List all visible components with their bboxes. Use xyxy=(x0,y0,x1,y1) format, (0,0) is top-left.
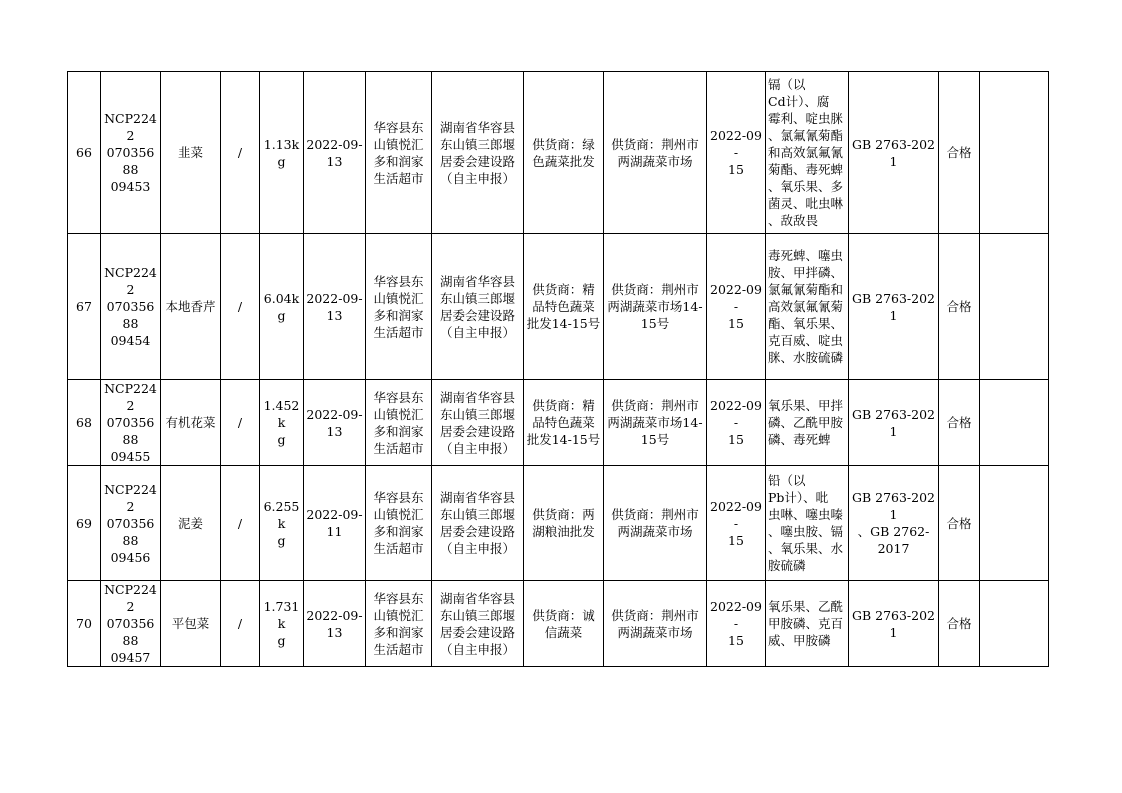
address-line: 湖南省华容县 xyxy=(439,389,515,405)
standard-cell xyxy=(849,72,939,234)
source-line: 供货商：荆州市 xyxy=(611,282,699,297)
specification-cell: / xyxy=(221,581,260,667)
sampling-date-cell xyxy=(304,466,366,581)
address-line: 东山镇三郎堰 xyxy=(439,406,515,422)
quantity-line: g xyxy=(277,432,286,447)
source-line: 供货商：荆州市 xyxy=(611,507,699,522)
test-date-line: 15 xyxy=(728,633,744,648)
row-number-cell: 70 xyxy=(68,581,101,667)
standard-cell xyxy=(849,234,939,380)
result-cell: 合格 xyxy=(939,72,980,234)
row-number-cell: 66 xyxy=(68,72,101,234)
address-cell xyxy=(432,72,524,234)
test-items-cell xyxy=(766,234,849,380)
address-line: 居委会建设路 xyxy=(439,307,515,323)
supplier-cell xyxy=(524,581,604,667)
sample-id-line: 09457 xyxy=(110,650,151,665)
sample-id-line: 07035688 xyxy=(106,616,155,648)
source-cell xyxy=(604,72,707,234)
supplier-cell xyxy=(524,72,604,234)
quantity-cell xyxy=(260,466,304,581)
specification-cell: / xyxy=(221,234,260,380)
address-line: 湖南省华容县 xyxy=(439,119,515,135)
sampling-place-line: 华容县东 xyxy=(373,490,424,505)
sampling-place-cell xyxy=(366,234,432,380)
test-items-line: 氧乐果、甲拌 xyxy=(768,398,844,413)
address-line: 居委会建设路 xyxy=(439,423,515,439)
sampling-place-line: 华容县东 xyxy=(373,590,424,606)
test-items-line: 脒、水胺硫磷 xyxy=(768,350,844,365)
sampling-date-line: 13 xyxy=(326,624,343,640)
sampling-place-line: 多和润家 xyxy=(373,423,424,439)
sampling-place-cell xyxy=(366,466,432,581)
quantity-line: 1.731k xyxy=(263,599,300,631)
sample-id-line: 07035688 xyxy=(106,415,155,447)
supplier-cell xyxy=(524,234,604,380)
supplier-line: 供货商：精 xyxy=(532,282,595,297)
sample-id-line: 07035688 xyxy=(106,299,155,331)
sampling-date-cell xyxy=(304,72,366,234)
test-items-cell xyxy=(766,466,849,581)
source-line: 供货商：荆州市 xyxy=(611,398,699,413)
sampling-date-line: 2022-09- xyxy=(306,406,363,422)
sampling-place-line: 山镇悦汇 xyxy=(373,607,424,623)
remark-cell xyxy=(980,380,1049,466)
test-items-line: 霉利、啶虫脒 xyxy=(768,111,844,126)
test-items-line: 磷、乙酰甲胺 xyxy=(768,415,844,430)
table-row xyxy=(68,380,1049,466)
standard-line: 、GB 2762- xyxy=(857,524,930,539)
source-line: 两湖蔬菜市场 xyxy=(617,624,693,640)
sampling-place-line: 山镇悦汇 xyxy=(373,136,424,152)
sampling-date-cell xyxy=(304,234,366,380)
source-cell xyxy=(604,581,707,667)
test-items-line: 、氯氟氰菊酯 xyxy=(768,128,844,143)
table-row xyxy=(68,72,1049,234)
standard-line: 2017 xyxy=(877,541,910,556)
sampling-date-line: 2022-09- xyxy=(306,607,363,623)
table-row xyxy=(68,234,1049,380)
sample-id-cell xyxy=(101,466,161,581)
sampling-place-line: 华容县东 xyxy=(373,119,424,135)
sampling-place-cell xyxy=(366,581,432,667)
sampling-date-line: 2022-09- xyxy=(306,136,363,152)
address-cell xyxy=(432,581,524,667)
test-items-line: 、氧乐果、水 xyxy=(768,541,844,556)
supplier-line: 色蔬菜批发 xyxy=(532,153,595,169)
test-items-line: 威、甲胺磷 xyxy=(768,633,831,648)
test-items-cell xyxy=(766,380,849,466)
table-row xyxy=(68,466,1049,581)
address-line: 居委会建设路 xyxy=(439,624,515,640)
sample-name-cell: 平包菜 xyxy=(161,581,221,667)
source-cell xyxy=(604,380,707,466)
address-line: （自主申报） xyxy=(439,641,515,657)
source-cell xyxy=(604,234,707,380)
remark-cell xyxy=(980,72,1049,234)
test-date-line: 15 xyxy=(728,432,744,447)
sampling-date-line: 13 xyxy=(326,423,343,439)
address-cell xyxy=(432,380,524,466)
sampling-date-cell xyxy=(304,581,366,667)
standard-line: GB 2763-2021 xyxy=(851,490,936,522)
sample-id-line: 07035688 xyxy=(106,515,155,548)
sampling-place-line: 生活超市 xyxy=(373,641,424,657)
specification-cell: / xyxy=(221,380,260,466)
standard-line: GB 2763-2021 xyxy=(851,290,936,323)
supplier-line: 湖粮油批发 xyxy=(532,524,595,539)
test-items-line: 铅（以 xyxy=(768,473,806,488)
sampling-place-line: 多和润家 xyxy=(373,624,424,640)
quantity-cell xyxy=(260,234,304,380)
supplier-line: 供货商：诚 xyxy=(532,607,595,623)
sample-name-cell: 韭菜 xyxy=(161,72,221,234)
test-date-line: 2022-09- xyxy=(710,599,762,631)
supplier-line: 批发14-15号 xyxy=(526,432,601,447)
address-line: （自主申报） xyxy=(439,324,515,340)
test-date-cell xyxy=(707,234,766,380)
sample-id-line: 09454 xyxy=(110,333,151,348)
test-items-line: 氯氟氰菊酯和 xyxy=(768,282,844,297)
sampling-date-line: 13 xyxy=(326,153,343,169)
test-items-line: 胺、甲拌磷、 xyxy=(768,265,844,280)
sampling-place-cell xyxy=(366,72,432,234)
sampling-place-line: 山镇悦汇 xyxy=(373,507,424,522)
sampling-place-line: 多和润家 xyxy=(373,307,424,323)
test-date-cell xyxy=(707,466,766,581)
sampling-place-line: 山镇悦汇 xyxy=(373,290,424,306)
standard-cell xyxy=(849,380,939,466)
test-date-cell xyxy=(707,581,766,667)
test-items-line: 和高效氯氟氰 xyxy=(768,145,844,160)
address-line: （自主申报） xyxy=(439,170,515,186)
address-line: （自主申报） xyxy=(439,541,515,556)
result-cell: 合格 xyxy=(939,466,980,581)
standard-cell xyxy=(849,581,939,667)
test-items-line: 菊酯、毒死蜱 xyxy=(768,162,844,177)
sampling-place-line: 山镇悦汇 xyxy=(373,406,424,422)
sample-id-cell xyxy=(101,72,161,234)
test-date-cell xyxy=(707,380,766,466)
sampling-date-cell xyxy=(304,380,366,466)
address-line: 东山镇三郎堰 xyxy=(439,136,515,152)
sample-name-cell: 本地香芹 xyxy=(161,234,221,380)
quantity-line: 1.452k xyxy=(263,398,300,430)
test-items-line: 高效氯氟氰菊 xyxy=(768,299,844,314)
address-cell xyxy=(432,466,524,581)
source-line: 15号 xyxy=(640,316,670,331)
result-cell: 合格 xyxy=(939,234,980,380)
test-date-line: 15 xyxy=(728,162,744,177)
address-line: 东山镇三郎堰 xyxy=(439,290,515,306)
sample-id-line: NCP2242 xyxy=(104,111,157,143)
supplier-line: 供货商：绿 xyxy=(532,136,595,152)
test-date-line: 2022-09- xyxy=(710,282,762,314)
source-line: 两湖蔬菜市场14- xyxy=(607,415,703,430)
test-items-line: 、敌敌畏 xyxy=(768,213,819,228)
test-date-line: 2022-09- xyxy=(710,398,762,430)
supplier-line: 信蔬菜 xyxy=(544,624,583,640)
address-line: 湖南省华容县 xyxy=(439,590,515,606)
test-items-line: 毒死蜱、噻虫 xyxy=(768,248,844,263)
sample-id-line: 09456 xyxy=(110,549,151,565)
sample-id-line: NCP2242 xyxy=(104,265,157,297)
source-line: 15号 xyxy=(640,432,670,447)
supplier-cell xyxy=(524,466,604,581)
sample-id-cell xyxy=(101,234,161,380)
sampling-date-line: 2022-09- xyxy=(306,507,363,522)
standard-line: GB 2763-2021 xyxy=(851,406,936,439)
quantity-line: g xyxy=(277,532,286,548)
quantity-line: 1.13kg xyxy=(263,136,300,169)
test-items-cell xyxy=(766,72,849,234)
source-line: 供货商：荆州市 xyxy=(611,607,699,623)
test-date-line: 15 xyxy=(728,532,744,548)
test-items-line: 甲胺磷、克百 xyxy=(768,616,844,631)
test-items-cell xyxy=(766,581,849,667)
sample-id-line: 09453 xyxy=(110,179,151,194)
test-items-line: 虫啉、噻虫嗪 xyxy=(768,507,844,522)
remark-cell xyxy=(980,234,1049,380)
supplier-line: 供货商：两 xyxy=(532,507,595,522)
address-line: 居委会建设路 xyxy=(439,153,515,169)
supplier-line: 供货商：精 xyxy=(532,398,595,413)
remark-cell xyxy=(980,581,1049,667)
test-date-line: 2022-09- xyxy=(710,498,762,531)
sample-id-line: 09455 xyxy=(110,449,151,464)
sampling-place-line: 多和润家 xyxy=(373,524,424,539)
source-line: 两湖蔬菜市场 xyxy=(617,153,693,169)
sample-id-line: NCP2242 xyxy=(104,481,157,514)
specification-cell: / xyxy=(221,72,260,234)
test-date-line: 15 xyxy=(728,316,744,331)
sampling-place-line: 华容县东 xyxy=(373,389,424,405)
sampling-place-line: 生活超市 xyxy=(373,324,424,340)
quantity-line: 6.255k xyxy=(263,498,300,531)
standard-cell xyxy=(849,466,939,581)
row-number-cell: 67 xyxy=(68,234,101,380)
test-items-line: 氧乐果、乙酰 xyxy=(768,599,844,614)
table-row xyxy=(68,581,1049,667)
quantity-line: g xyxy=(277,633,286,648)
test-items-line: 磷、毒死蜱 xyxy=(768,432,831,447)
sample-id-cell xyxy=(101,380,161,466)
supplier-line: 品特色蔬菜 xyxy=(532,415,595,430)
address-cell xyxy=(432,234,524,380)
sample-id-line: 07035688 xyxy=(106,145,155,177)
remark-cell xyxy=(980,466,1049,581)
address-line: 东山镇三郎堰 xyxy=(439,507,515,522)
sampling-place-line: 华容县东 xyxy=(373,273,424,289)
test-items-line: 、噻虫胺、镉 xyxy=(768,524,844,539)
sample-id-cell xyxy=(101,581,161,667)
quantity-cell xyxy=(260,380,304,466)
test-date-line: 2022-09- xyxy=(710,128,762,160)
sampling-place-line: 生活超市 xyxy=(373,440,424,456)
sampling-date-line: 2022-09- xyxy=(306,290,363,306)
quantity-cell xyxy=(260,72,304,234)
sample-name-cell: 有机花菜 xyxy=(161,380,221,466)
result-cell: 合格 xyxy=(939,380,980,466)
address-line: （自主申报） xyxy=(439,440,515,456)
address-line: 居委会建设路 xyxy=(439,524,515,539)
supplier-cell xyxy=(524,380,604,466)
sample-id-line: NCP2242 xyxy=(104,582,157,614)
specification-cell: / xyxy=(221,466,260,581)
standard-line: GB 2763-2021 xyxy=(851,607,936,640)
sampling-date-line: 13 xyxy=(326,307,343,323)
test-items-line: Pb计）、吡 xyxy=(768,490,829,505)
sampling-place-line: 生活超市 xyxy=(373,170,424,186)
standard-line: GB 2763-2021 xyxy=(851,136,936,169)
sample-name-cell: 泥姜 xyxy=(161,466,221,581)
source-line: 两湖蔬菜市场 xyxy=(617,524,693,539)
source-cell xyxy=(604,466,707,581)
test-items-line: 、氧乐果、多 xyxy=(768,179,844,194)
address-line: 东山镇三郎堰 xyxy=(439,607,515,623)
test-items-line: 镉（以 xyxy=(768,77,806,92)
sampling-place-cell xyxy=(366,380,432,466)
test-items-line: 胺硫磷 xyxy=(768,558,806,573)
supplier-line: 品特色蔬菜 xyxy=(532,299,595,314)
quantity-cell xyxy=(260,581,304,667)
result-cell: 合格 xyxy=(939,581,980,667)
test-date-cell xyxy=(707,72,766,234)
row-number-cell: 69 xyxy=(68,466,101,581)
test-items-line: 酯、氧乐果、 xyxy=(768,316,844,331)
sampling-date-line: 11 xyxy=(326,524,343,539)
source-line: 供货商：荆州市 xyxy=(611,136,699,152)
address-line: 湖南省华容县 xyxy=(439,273,515,289)
sample-id-line: NCP2242 xyxy=(104,381,157,413)
test-items-line: 克百威、啶虫 xyxy=(768,333,844,348)
row-number-cell: 68 xyxy=(68,380,101,466)
sampling-place-line: 生活超市 xyxy=(373,541,424,556)
quantity-line: 6.04kg xyxy=(263,290,300,323)
test-items-line: 菌灵、吡虫啉 xyxy=(768,196,844,211)
sampling-place-line: 多和润家 xyxy=(373,153,424,169)
address-line: 湖南省华容县 xyxy=(439,490,515,505)
source-line: 两湖蔬菜市场14- xyxy=(607,299,703,314)
test-items-line: Cd计）、腐 xyxy=(768,94,830,109)
supplier-line: 批发14-15号 xyxy=(526,316,601,331)
inspection-table xyxy=(67,71,1049,667)
